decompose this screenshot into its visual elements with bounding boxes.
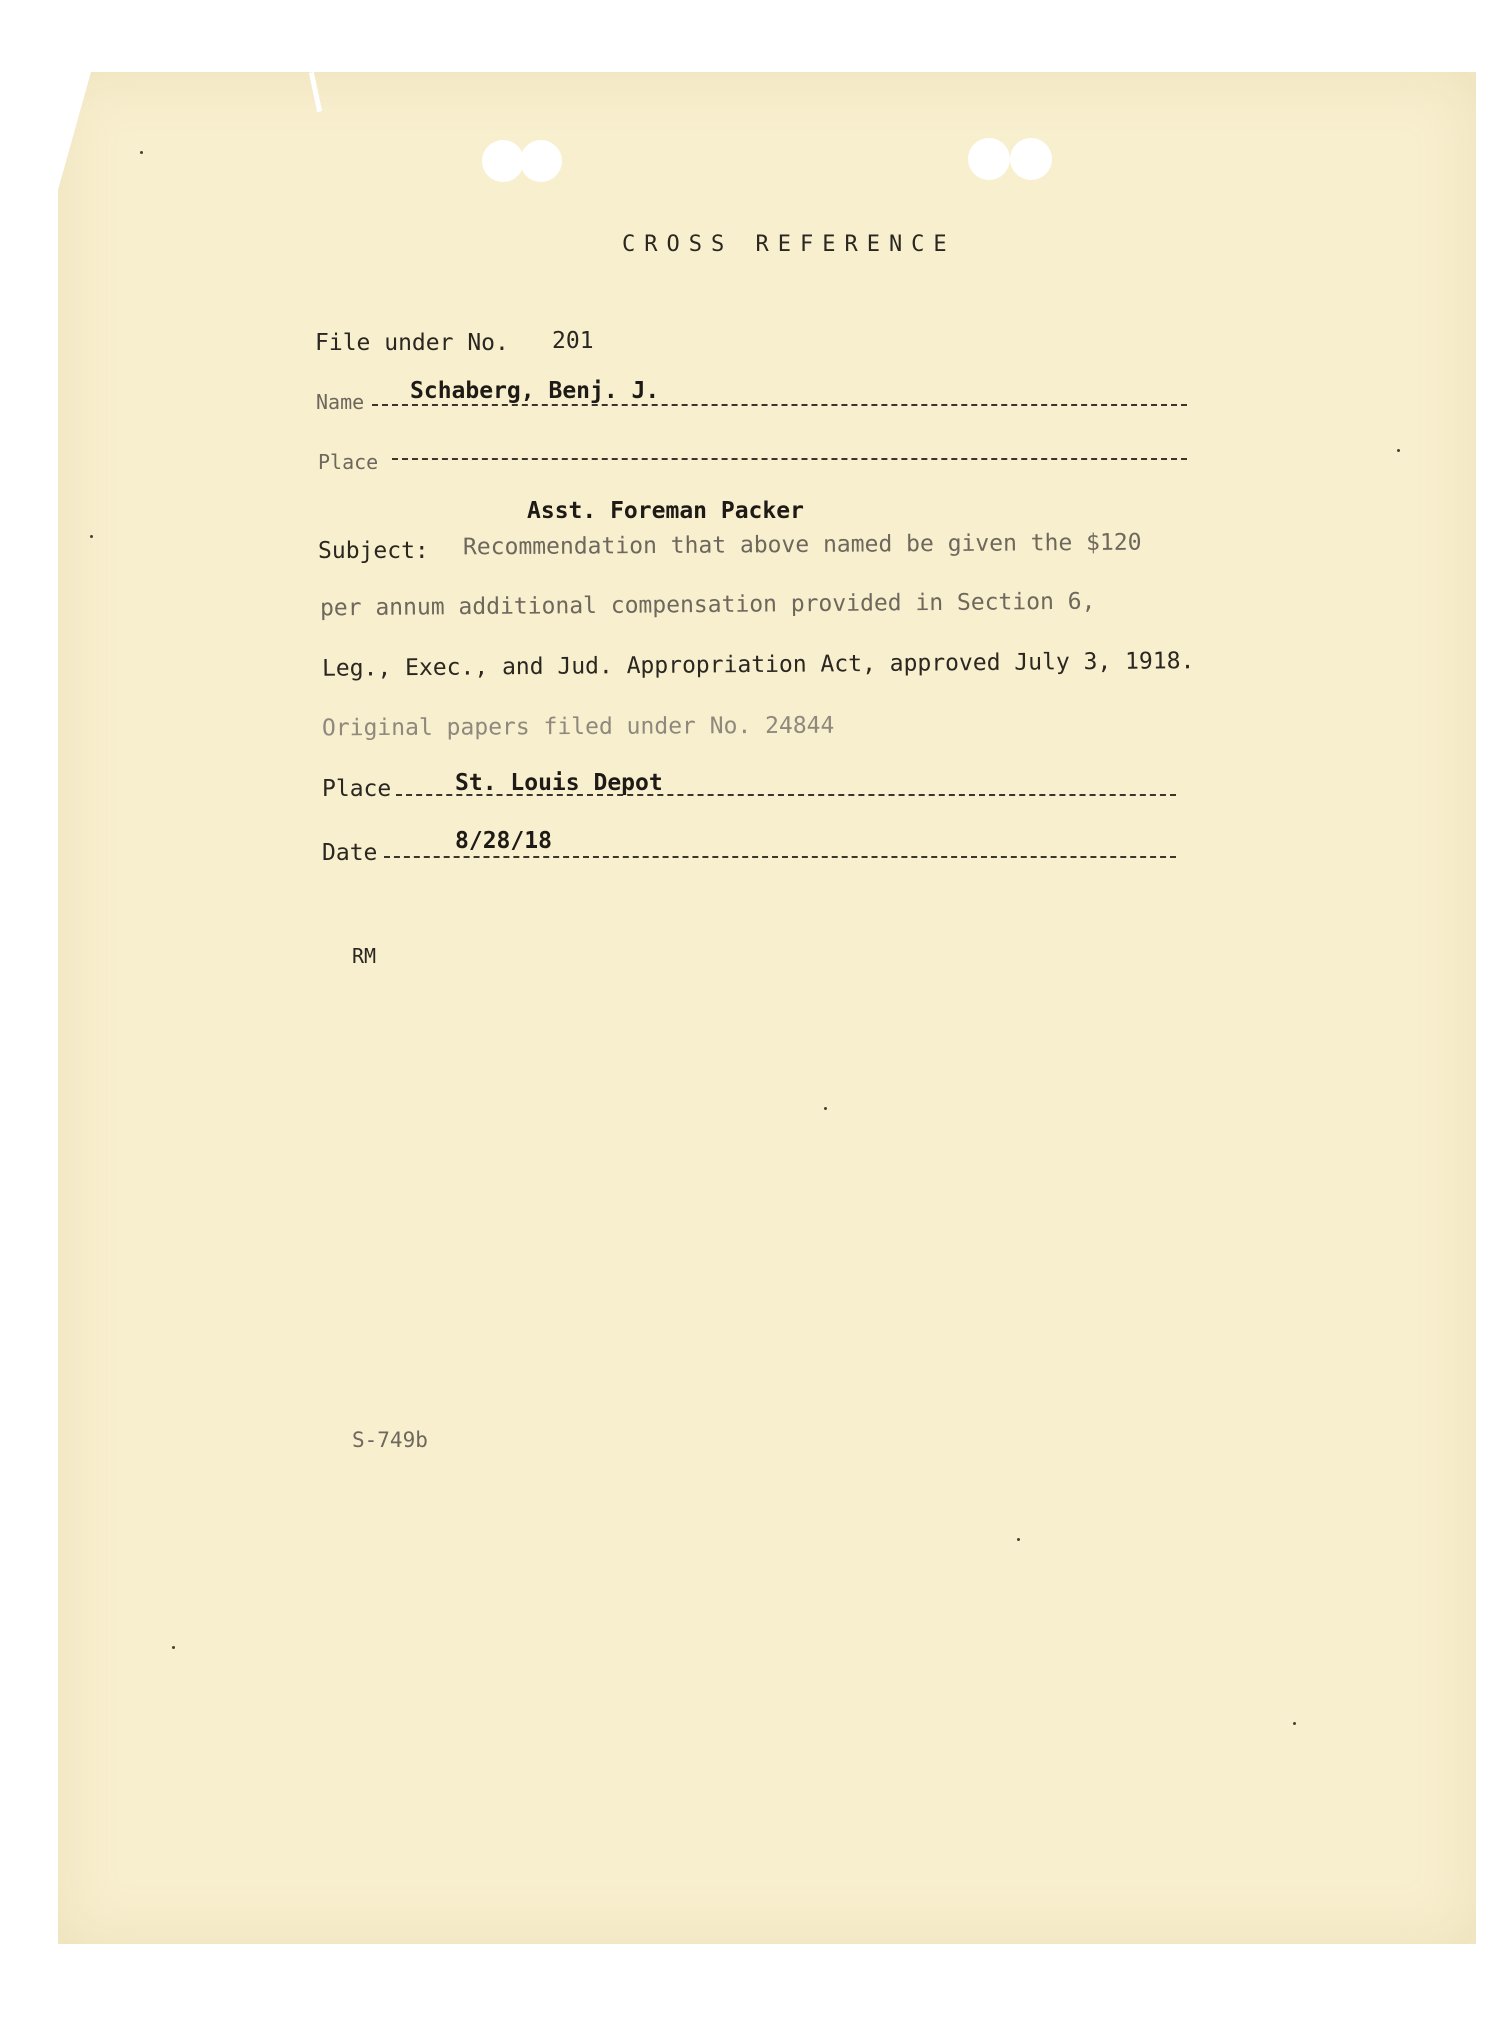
paper-speck — [140, 151, 143, 154]
place-depot-line — [396, 794, 1176, 796]
name-label: Name — [316, 390, 365, 414]
initials: RM — [352, 944, 377, 968]
subject-label: Subject: — [318, 538, 429, 564]
file-under-label: File under No. — [315, 330, 509, 356]
punch-hole — [1010, 138, 1052, 180]
punch-hole — [482, 140, 524, 182]
paper-speck — [1397, 449, 1400, 452]
subject-line-2: per annum additional compensation provided in Section 6, — [319, 588, 1096, 622]
document-sheet — [58, 72, 1476, 1944]
date-value: 8/28/18 — [455, 828, 552, 854]
form-number: S-749b — [352, 1428, 428, 1452]
punch-hole — [520, 140, 562, 182]
place-depot-label: Place — [322, 776, 392, 802]
name-line — [372, 404, 1187, 406]
place-label: Place — [318, 450, 379, 474]
name-value: Schaberg, Benj. J. — [410, 378, 660, 404]
date-label: Date — [322, 840, 378, 866]
file-under-value: 201 — [552, 328, 594, 354]
paper-speck — [1017, 1538, 1020, 1541]
subject-line-3: Leg., Exec., and Jud. Appropriation Act, approved July 3, 1918. — [321, 648, 1195, 682]
punch-hole — [968, 138, 1010, 180]
place-depot-value: St. Louis Depot — [455, 770, 663, 796]
paper-speck — [90, 535, 93, 538]
position-title: Asst. Foreman Packer — [527, 498, 804, 524]
paper-speck — [1293, 1722, 1296, 1725]
paper-speck — [824, 1107, 827, 1110]
place-line — [392, 458, 1187, 460]
paper-speck — [172, 1646, 175, 1649]
subject-line-1: Recommendation that above named be given the $120 — [462, 529, 1142, 561]
original-papers: Original papers filed under No. 24844 — [321, 712, 835, 742]
document-title: CROSS REFERENCE — [622, 232, 956, 257]
date-line — [384, 856, 1176, 858]
